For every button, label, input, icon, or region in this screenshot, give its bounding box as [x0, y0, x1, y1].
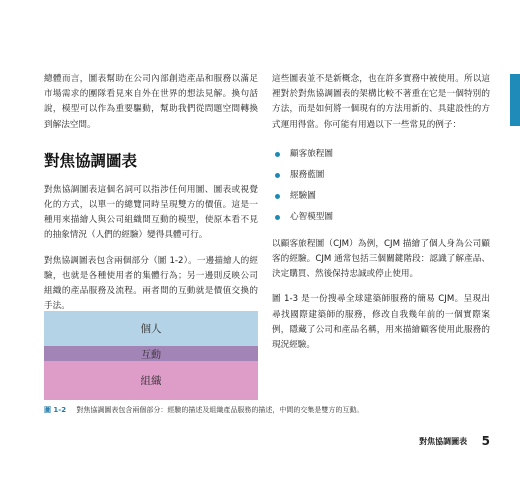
running-footer-title: 對焦協調圖表	[419, 436, 468, 446]
list-item-label: 顧客旅程圖	[290, 148, 333, 159]
bullet-dot-icon	[275, 173, 280, 178]
caption-label: 圖 1-2	[44, 406, 67, 414]
list-item	[272, 168, 490, 183]
bullet-dot-icon	[275, 215, 280, 220]
caption-text: 對焦協調圖表包含兩個部分：經驗的描述及組織產品服務的描述，中間的交集是雙方的互動。	[76, 406, 364, 414]
person-label: 個人	[140, 323, 162, 335]
list-item-label: 服務藍圖	[290, 169, 325, 180]
page-footer	[419, 434, 490, 448]
right-intro-paragraph: 這些圖表並不是新概念，也在許多實務中被使用。所以這裡對於對焦協調圖表的架構比較不著重在它是一個特別的方法，而是如何將一個現有的方法用新的、具建設性的方式運用得當。你可能有用過以下一些常見的例子：	[272, 74, 490, 130]
list-item	[272, 147, 490, 162]
interaction-band	[44, 346, 258, 361]
bullet-dot-icon	[275, 152, 280, 157]
left-intro-paragraph: 總體而言，圖表幫助在公司內部創造產品和服務以滿足市場需求的團隊看見來自外在世界的想法見解。換句話說，模型可以作為重要驅動，幫助我們從問題空間轉換到解法空間。	[44, 74, 258, 130]
right-paragraph-cjm-example: 以顧客旅程圖（CJM）為例，CJM 描繪了個人身為公司顧客的經驗。CJM 通常包括三個關鍵階段：認識了解產品、決定購買、然後保持忠誠或停止使用。	[272, 238, 490, 280]
list-item	[272, 189, 490, 204]
chapter-tab-marker	[510, 74, 520, 126]
bullet-dot-icon	[275, 194, 280, 199]
organization-band	[44, 361, 258, 400]
list-item	[272, 210, 490, 225]
list-item-label: 經驗圖	[290, 190, 316, 201]
left-paragraph-definition: 對焦協調圖表這個名詞可以指涉任何用圖、圖表或視覺化的方式，以單一的總覽同時呈現雙方的價值。這是一種用來描繪人與公司組織間互動的模型，使原本看不見的抽象情況（人們的經驗）變得具體可行。	[44, 184, 258, 241]
left-column	[44, 72, 258, 324]
alignment-diagram-figure	[44, 311, 258, 400]
organization-label: 組織	[140, 375, 162, 387]
example-list	[272, 147, 490, 225]
right-paragraph-figure-reference: 圖 1-3 是一份搜尋全球建築師服務的簡易 CJM。呈現出尋找國際建築師的服務，修改自我幾年前的一個實際案例，隱藏了公司和產品名稱，用來描繪顧客使用此服務的現況經驗。	[272, 294, 490, 351]
right-column	[272, 72, 490, 363]
left-paragraph-parts: 對焦協調圖表包含兩個部分（圖 1-2）。一邊描繪人的經驗，也就是各種使用者的集體行為；另一邊則反映公司組織的產品服務及流程。兩者間的互動就是價值交換的手法。	[44, 255, 258, 312]
figure-caption	[44, 404, 474, 416]
person-band	[44, 311, 258, 346]
page-number: 5	[481, 434, 490, 448]
section-title: 對焦協調圖表	[44, 151, 138, 170]
interaction-label: 互動	[141, 350, 161, 361]
list-item-label: 心智模型圖	[290, 211, 333, 222]
